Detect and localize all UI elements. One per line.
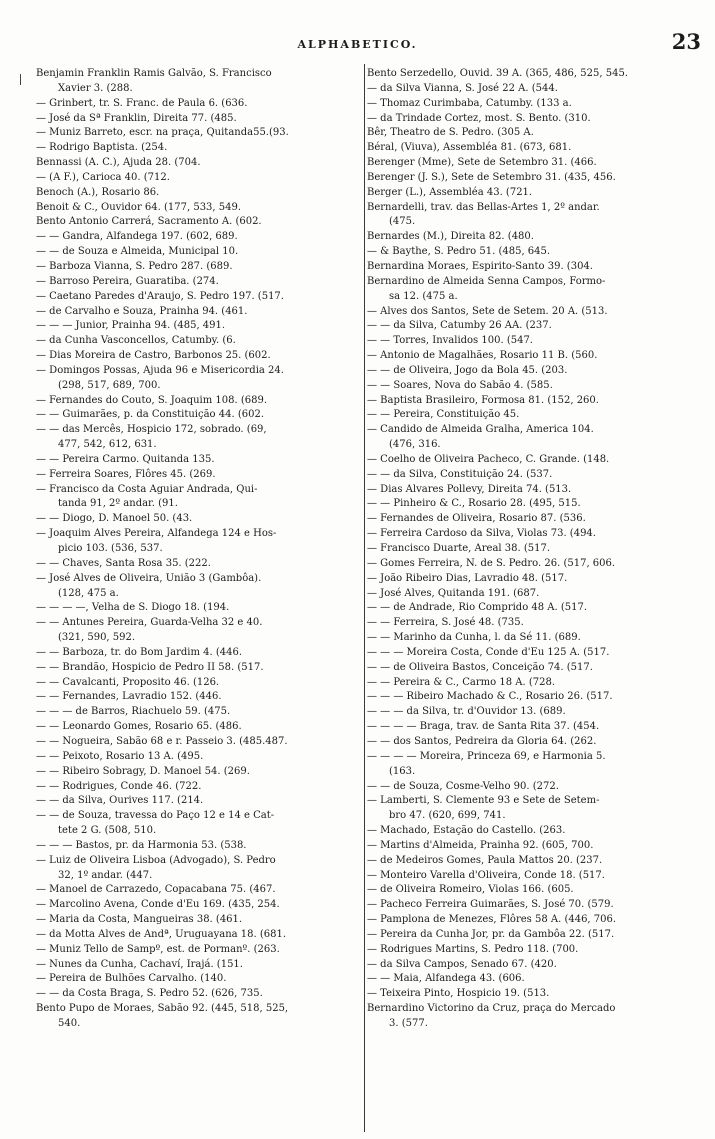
directory-entry: — — Peixoto, Rosario 13 A. (495.: [36, 750, 204, 762]
directory-entry: — — dos Santos, Pedreira da Gloria 64. (262.: [367, 735, 597, 747]
directory-entry: — Muniz Barreto, escr. na praça, Quitanda55.(93.: [36, 127, 289, 139]
directory-entry: — — de Souza, Cosme-Velho 90. (272.: [367, 780, 559, 792]
directory-entry: — — de Souza e Almeida, Municipal 10.: [36, 246, 239, 258]
directory-entry: — Ferreira Soares, Flôres 45. (269.: [36, 468, 216, 480]
directory-entry: — Rodrigo Baptista. (254.: [36, 142, 168, 154]
directory-entry: — Caetano Paredes d'Araujo, S. Pedro 197. (517.: [36, 290, 284, 302]
directory-entry: — — da Silva, Ourives 117. (214.: [36, 795, 204, 807]
directory-entry: — Luiz de Oliveira Lisboa (Advogado), S. Pedro: [36, 854, 276, 866]
directory-entry: — Joaquim Alves Pereira, Alfandega 124 e Hos-: [36, 528, 277, 540]
directory-entry: Bernardino Victorino da Cruz, praça do Mercado: [367, 1003, 616, 1015]
directory-entry: — Marcolino Avena, Conde d'Eu 169. (435, 254.: [36, 899, 280, 911]
directory-entry: Bernardina Moraes, Espirito-Santo 39. (304.: [367, 260, 593, 272]
directory-entry: — Fernandes de Oliveira, Rosario 87. (536.: [367, 513, 586, 525]
margin-mark: [20, 74, 21, 85]
entry-continuation: 32, 1º andar. (447.: [58, 869, 153, 881]
directory-entry: — — Rodrigues, Conde 46. (722.: [36, 780, 202, 792]
entry-continuation: (475.: [389, 216, 416, 228]
directory-entry: — — Diogo, D. Manoel 50. (43.: [36, 513, 193, 525]
directory-entry: — Martins d'Almeida, Prainha 92. (605, 700.: [367, 839, 594, 851]
directory-entry: Benjamin Franklin Ramis Galvão, S. Francisco: [36, 68, 272, 79]
directory-entry: — — Pereira & C., Carmo 18 A. (728.: [367, 676, 556, 688]
directory-entry: — — Maia, Alfandega 43. (606.: [367, 973, 525, 985]
directory-entry: — Dias Moreira de Castro, Barbonos 25. (602.: [36, 350, 271, 362]
directory-entry: — — Soares, Nova do Sabão 4. (585.: [367, 379, 553, 391]
directory-entry: — Maria da Costa, Mangueiras 38. (461.: [36, 914, 243, 926]
directory-entry: Bernardes (M.), Direita 82. (480.: [367, 231, 534, 243]
directory-entry: Berger (L.), Assembléa 43. (721.: [367, 186, 533, 198]
directory-entry: — Muniz Tello de Sampº, est. de Pormanº. (263.: [36, 943, 280, 955]
directory-entry: — da Motta Alves de Andª, Uruguayana 18. (681.: [36, 928, 287, 940]
directory-entry: — Barroso Pereira, Guaratiba. (274.: [36, 275, 219, 287]
directory-entry: — João Ribeiro Dias, Lavradio 48. (517.: [367, 572, 568, 584]
directory-entry: Benoch (A.), Rosario 86.: [36, 186, 160, 198]
directory-entry: — — de Souza, travessa do Paço 12 e 14 e Cat-: [36, 810, 275, 822]
directory-entry: — — — de Barros, Riachuelo 59. (475.: [36, 706, 231, 718]
directory-entry: — Domingos Possas, Ajuda 96 e Misericordia 24.: [36, 364, 284, 376]
entry-continuation: (128, 475 a.: [58, 587, 119, 599]
directory-entry: — — Gandra, Alfandega 197. (602, 689.: [36, 231, 238, 243]
directory-entry: Bento Serzedello, Ouvid. 39 A. (365, 486, 525, 545.: [367, 68, 628, 79]
directory-entry: — Monteiro Varella d'Oliveira, Conde 18. (517.: [367, 869, 605, 881]
directory-entry: — José Alves, Quitanda 191. (687.: [367, 587, 540, 599]
directory-entry: — — — da Silva, tr. d'Ouvidor 13. (689.: [367, 706, 566, 718]
entry-continuation: (321, 590, 592.: [58, 632, 136, 644]
entry-continuation: tete 2 G. (508, 510.: [58, 825, 157, 837]
page-number: 23: [671, 29, 701, 54]
entry-continuation: picio 103. (536, 537.: [58, 543, 163, 554]
directory-entry: — — — — Moreira, Princeza 69, e Harmonia 5.: [367, 750, 606, 762]
directory-entry: — Coelho de Oliveira Pacheco, C. Grande. (148.: [367, 453, 610, 465]
directory-entry: — — Nogueira, Sabão 68 e r. Passeio 3. (485.487.: [36, 735, 288, 747]
directory-entry: — — das Mercês, Hospicio 172, sobrado. (69,: [36, 424, 267, 436]
directory-entry: — & Baythe, S. Pedro 51. (485, 645.: [367, 246, 551, 258]
directory-entry: — Pereira da Cunha Jor, pr. da Gambôa 22. (517.: [367, 928, 615, 940]
directory-entry: — Ferreira Cardoso da Silva, Violas 73. (494.: [367, 528, 596, 540]
directory-entry: — Baptista Brasileiro, Formosa 81. (152, 260.: [367, 394, 599, 406]
directory-entry: — — da Costa Braga, S. Pedro 52. (626, 735.: [36, 988, 263, 1000]
directory-entry: — — Pinheiro & C., Rosario 28. (495, 515.: [367, 498, 581, 510]
directory-entry: — Teixeira Pinto, Hospicio 19. (513.: [367, 988, 550, 1000]
directory-entry: — — de Andrade, Rio Comprido 48 A. (517.: [367, 602, 588, 614]
directory-entry: — — — Bastos, pr. da Harmonia 53. (538.: [36, 839, 247, 851]
directory-entry: — — Chaves, Santa Rosa 35. (222.: [36, 557, 211, 569]
entry-continuation: sa 12. (475 a.: [389, 290, 458, 302]
directory-entry: — — Leonardo Gomes, Rosario 65. (486.: [36, 721, 242, 733]
directory-entry: — (A F.), Carioca 40. (712.: [36, 171, 170, 183]
directory-entry: — Nunes da Cunha, Cachaví, Irajá. (151.: [36, 958, 243, 970]
directory-entry: — — Ribeiro Sobragy, D. Manoel 54. (269.: [36, 765, 250, 777]
directory-entry: — de Medeiros Gomes, Paula Mattos 20. (237.: [367, 854, 603, 866]
directory-entry: — — de Oliveira Bastos, Conceição 74. (517.: [367, 661, 593, 673]
directory-entry: — Thomaz Curimbaba, Catumby. (133 a.: [367, 97, 572, 109]
directory-entry: — Barboza Vianna, S. Pedro 287. (689.: [36, 260, 233, 272]
directory-entry: — Gomes Ferreira, N. de S. Pedro. 26. (517, 606.: [367, 557, 616, 569]
directory-entry: — da Trindade Cortez, most. S. Bento. (310.: [367, 112, 591, 124]
directory-entry: — Rodrigues Martins, S. Pedro 118. (700.: [367, 943, 579, 955]
left-column: [36, 67, 362, 1032]
directory-entry: Béral, (Viuva), Assembléa 81. (673, 681.: [367, 142, 572, 154]
directory-entry: — Grinbert, tr. S. Franc. de Paula 6. (636.: [36, 97, 248, 109]
directory-entry: — da Silva Vianna, S. José 22 A. (544.: [367, 82, 558, 94]
directory-entry: — — Pereira, Constituição 45.: [367, 409, 520, 421]
directory-entry: — — — — Braga, trav. de Santa Rita 37. (454.: [367, 721, 600, 733]
directory-entry: — Antonio de Magalhães, Rosario 11 B. (560.: [367, 350, 598, 362]
directory-entry: — Pamplona de Menezes, Flôres 58 A. (446, 706.: [367, 914, 617, 926]
right-column: [367, 67, 698, 1032]
directory-entry: — — Pereira Carmo. Quitanda 135.: [36, 453, 215, 465]
directory-entry: — Alves dos Santos, Sete de Setem. 20 A. (513.: [367, 305, 608, 317]
entry-continuation: (298, 517, 689, 700.: [58, 379, 161, 391]
directory-entry: — Candido de Almeida Gralha, America 104.: [367, 424, 594, 436]
column-divider: [364, 64, 365, 1132]
entry-continuation: (163.: [389, 765, 416, 777]
directory-entry: — — — Moreira Costa, Conde d'Eu 125 A. (517.: [367, 646, 610, 658]
directory-entry: — — Brandão, Hospicio de Pedro II 58. (517.: [36, 661, 264, 673]
directory-entry: Benoit & C., Ouvidor 64. (177, 533, 549.: [36, 201, 242, 213]
entry-continuation: tanda 91, 2º andar. (91.: [58, 498, 178, 510]
directory-entry: — Francisco Duarte, Areal 38. (517.: [367, 543, 551, 554]
directory-entry: — — da Silva, Catumby 26 AA. (237.: [367, 320, 552, 332]
directory-entry: — — — —, Velha de S. Diogo 18. (194.: [36, 602, 230, 614]
entry-continuation: (476, 316.: [389, 439, 441, 451]
directory-entry: — — — Junior, Prainha 94. (485, 491.: [36, 320, 226, 332]
directory-entry: — José da Sª Franklin, Direita 77. (485.: [36, 112, 237, 124]
entry-continuation: 540.: [58, 1018, 81, 1029]
directory-entry: — Machado, Estação do Castello. (263.: [367, 825, 566, 837]
entry-continuation: bro 47. (620, 699, 741.: [389, 810, 506, 822]
entry-continuation: Xavier 3. (288.: [58, 82, 133, 94]
directory-entry: — — Antunes Pereira, Guarda-Velha 32 e 40.: [36, 617, 263, 629]
directory-entry: — Fernandes do Couto, S. Joaquim 108. (689.: [36, 394, 268, 406]
directory-entry: — — — Ribeiro Machado & C., Rosario 26. (517.: [367, 691, 613, 703]
page-header-title: ALPHABETICO.: [297, 38, 418, 51]
directory-entry: — Lamberti, S. Clemente 93 e Sete de Setem-: [367, 795, 600, 807]
directory-entry: Bêr, Theatro de S. Pedro. (305 A.: [367, 127, 534, 139]
directory-entry: Bernardino de Almeida Senna Campos, Formo-: [367, 275, 606, 287]
directory-entry: — da Silva Campos, Senado 67. (420.: [367, 958, 557, 970]
directory-entry: — — Fernandes, Lavradio 152. (446.: [36, 691, 222, 703]
directory-entry: — — Ferreira, S. José 48. (735.: [367, 617, 524, 629]
directory-entry: — — da Silva, Constituição 24. (537.: [367, 468, 553, 480]
directory-entry: — Dias Alvares Pollevy, Direita 74. (513.: [367, 483, 572, 495]
entry-continuation: 3. (577.: [389, 1018, 428, 1029]
directory-entry: — Pacheco Ferreira Guimarães, S. José 70. (579.: [367, 899, 614, 911]
directory-entry: — Francisco da Costa Aguiar Andrada, Qui-: [36, 483, 258, 495]
directory-entry: — — de Oliveira, Jogo da Bola 45. (203.: [367, 364, 568, 376]
directory-entry: — da Cunha Vasconcellos, Catumby. (6.: [36, 335, 236, 347]
directory-entry: Berenger (J. S.), Sete de Setembro 31. (435, 456.: [367, 171, 616, 183]
directory-entry: — — Torres, Invalidos 100. (547.: [367, 335, 533, 347]
directory-entry: — de Oliveira Romeiro, Violas 166. (605.: [367, 884, 574, 896]
directory-entry: — — Barboza, tr. do Bom Jardim 4. (446.: [36, 646, 243, 658]
directory-entry: — de Carvalho e Souza, Prainha 94. (461.: [36, 305, 248, 317]
directory-entry: — Manoel de Carrazedo, Copacabana 75. (467.: [36, 884, 276, 896]
directory-entry: — — Marinho da Cunha, l. da Sé 11. (689.: [367, 632, 581, 644]
directory-entry: Berenger (Mme), Sete de Setembro 31. (466.: [367, 157, 597, 169]
directory-entry: — — Cavalcanti, Proposito 46. (126.: [36, 676, 220, 688]
directory-entry: — José Alves de Oliveira, União 3 (Gambôa).: [36, 572, 262, 584]
directory-entry: Bennassi (A. C.), Ajuda 28. (704.: [36, 157, 201, 169]
directory-entry: Bento Antonio Carrerá, Sacramento A. (602.: [36, 216, 262, 228]
directory-entry: Bento Pupo de Moraes, Sabão 92. (445, 518, 525,: [36, 1003, 289, 1015]
entry-continuation: 477, 542, 612, 631.: [58, 439, 157, 451]
directory-entry: — Pereira de Bulhões Carvalho. (140.: [36, 973, 227, 985]
directory-entry: Bernardelli, trav. das Bellas-Artes 1, 2º andar.: [367, 201, 600, 213]
directory-entry: — — Guimarães, p. da Constituição 44. (602.: [36, 409, 265, 421]
